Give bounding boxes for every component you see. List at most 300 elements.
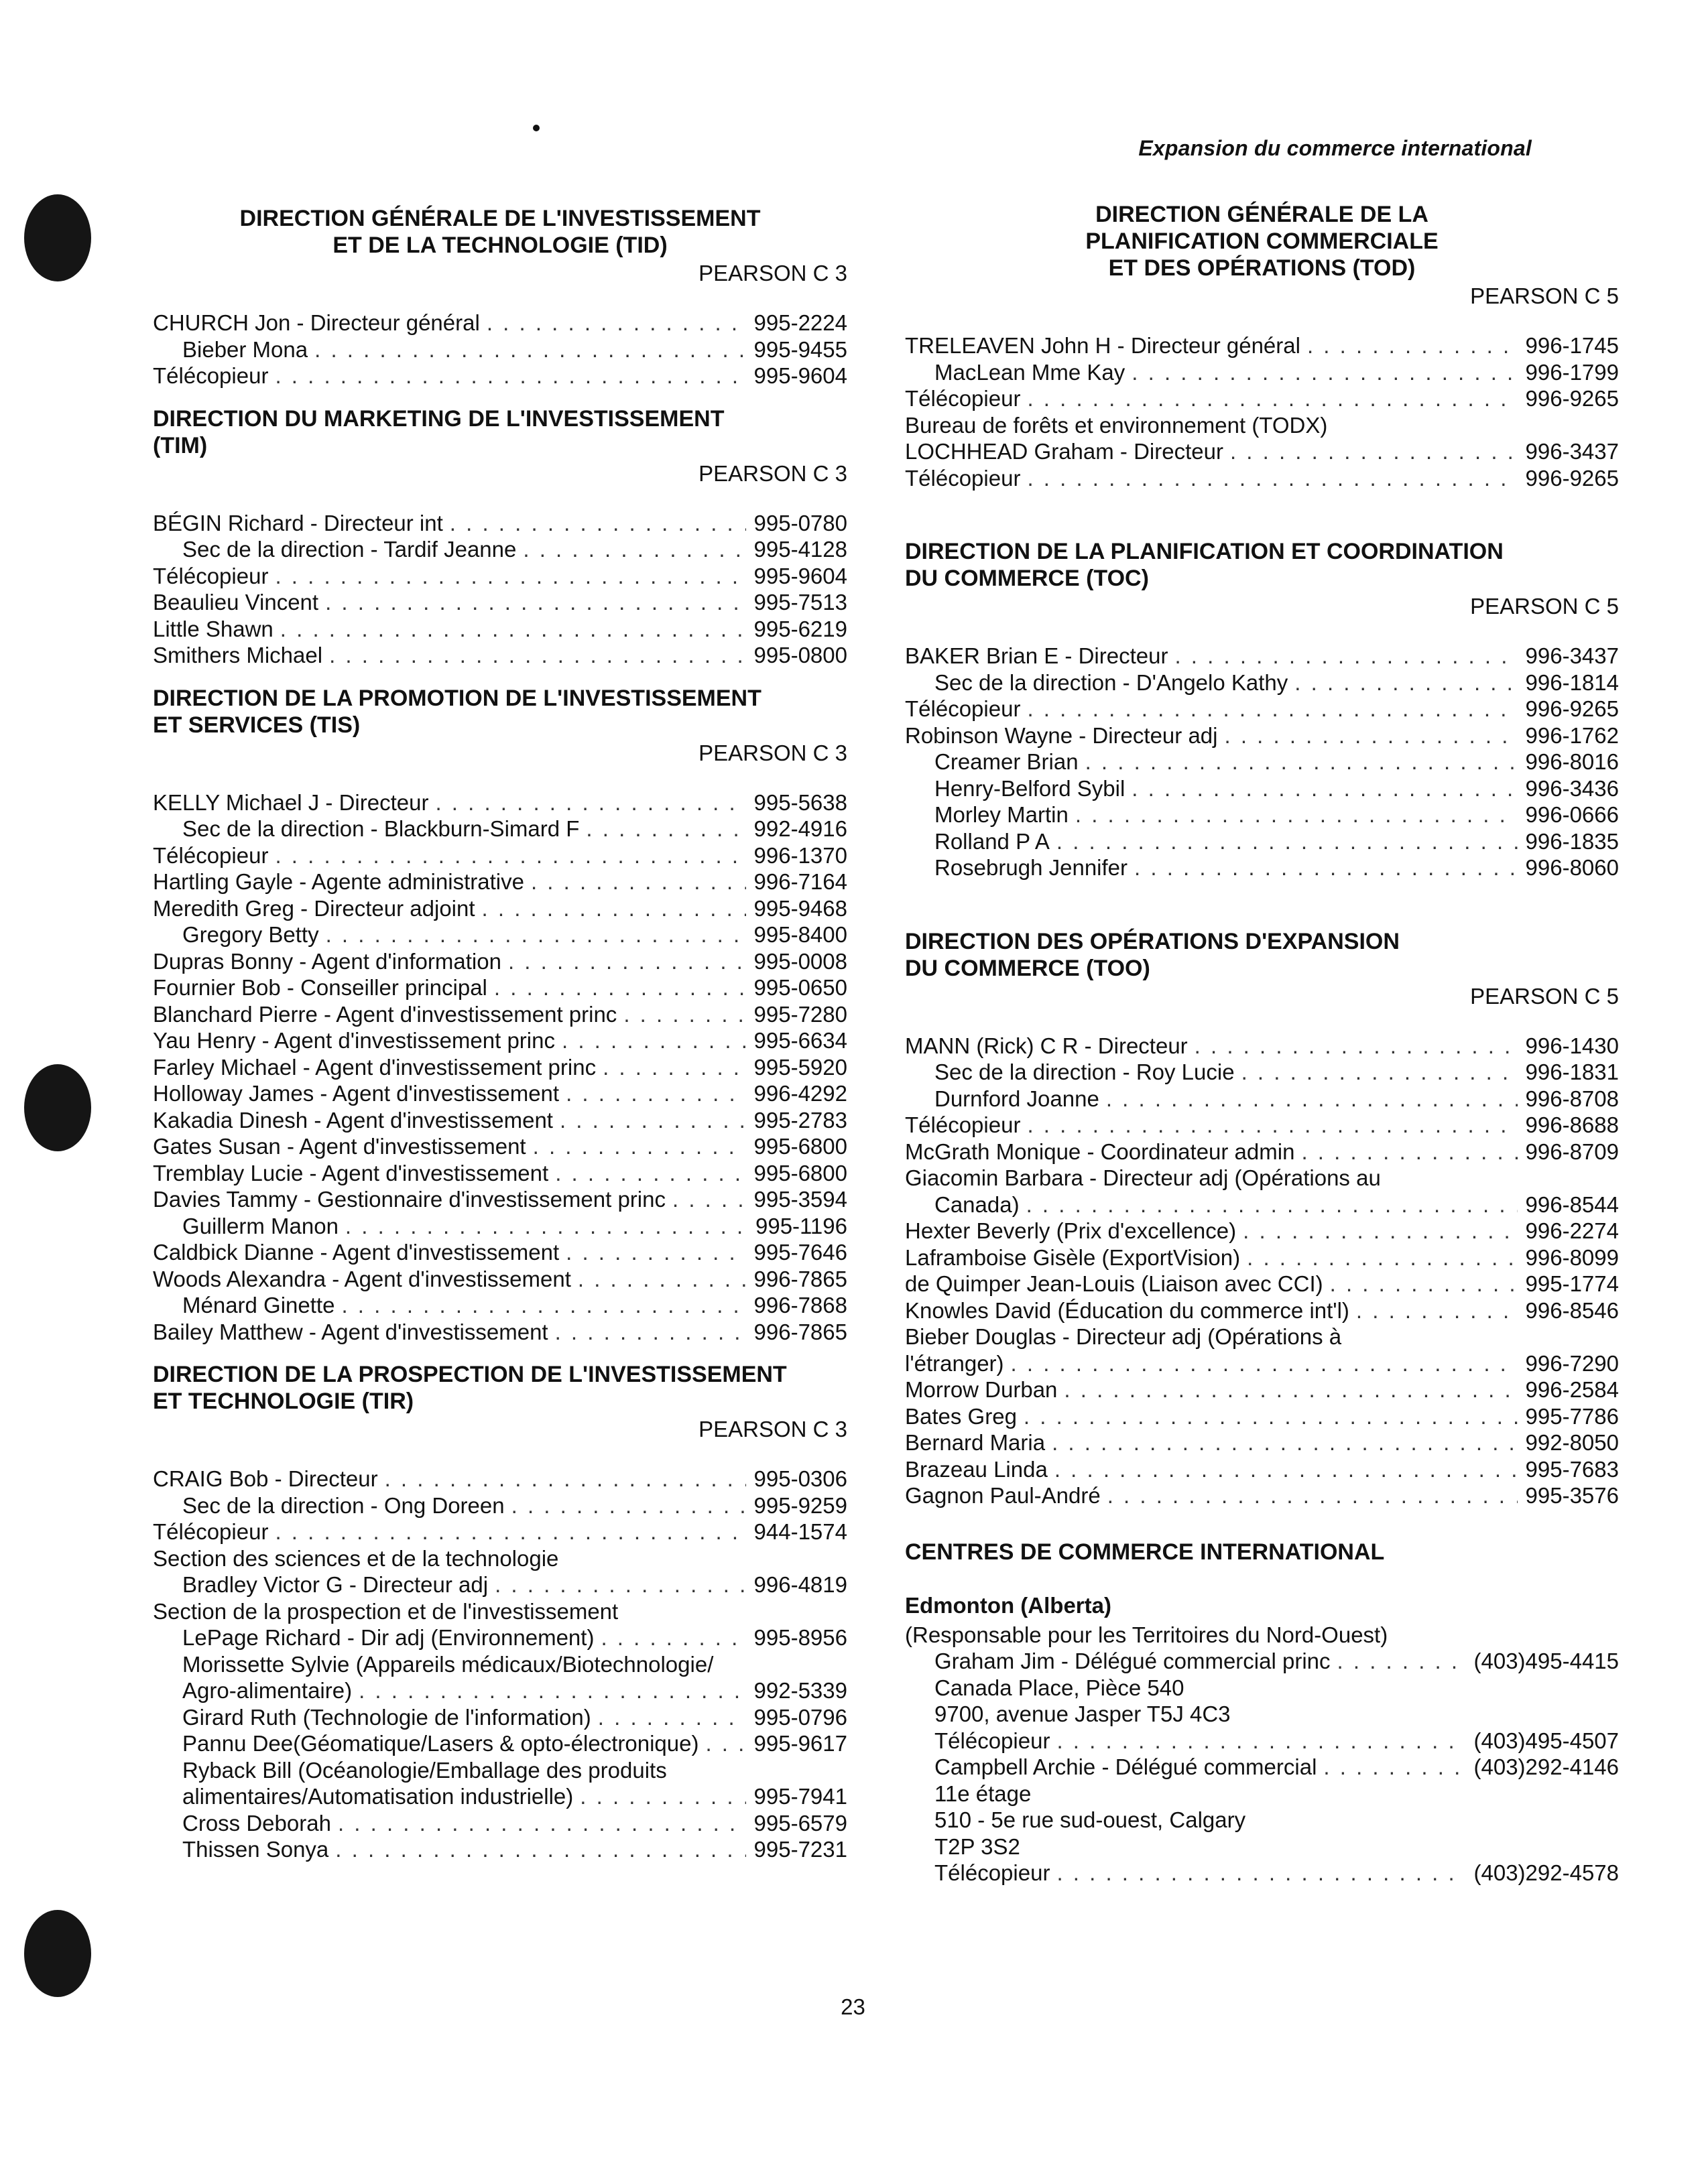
directory-entry [153, 895, 847, 922]
entry-list [153, 1466, 847, 1863]
dot-leader [1224, 722, 1517, 749]
directory-entry [153, 1160, 847, 1187]
entry-phone: 995-7683 [1525, 1456, 1619, 1482]
directory-entry [905, 1834, 1619, 1860]
directory-entry [905, 465, 1619, 492]
entry-name: Woods Alexandra - Agent d'investissement [153, 1266, 571, 1291]
entry-phone: 995-9604 [753, 363, 847, 388]
directory-entry [153, 563, 847, 590]
directory-entry [153, 1080, 847, 1107]
entry-phone: 995-7513 [753, 590, 847, 615]
directory-entry [905, 643, 1619, 669]
entry-name: Tremblay Lucie - Agent d'investissement [153, 1160, 549, 1185]
directory-entry [153, 1054, 847, 1081]
entry-name: Canada Place, Pièce 540 [934, 1675, 1184, 1700]
directory-entry [153, 310, 847, 336]
dot-leader [280, 616, 746, 643]
directory-entry [153, 1492, 847, 1519]
directory-entry [905, 1139, 1619, 1165]
directory-entry [153, 1545, 847, 1572]
entry-phone: 995-9455 [753, 336, 847, 362]
entry-phone: 996-0666 [1525, 802, 1619, 827]
directory-entry [153, 816, 847, 842]
section-title: DIRECTION DE LA PROMOTION DE L'INVESTISSEMENT ET SERVICES (TIS) [153, 685, 761, 738]
page-number: 23 [841, 1994, 865, 2019]
entry-list [153, 789, 847, 1346]
dot-leader [533, 1133, 746, 1160]
entry-phone: 995-8400 [753, 922, 847, 947]
directory-entry [905, 722, 1619, 749]
entry-name: Hexter Beverly (Prix d'excellence) [905, 1218, 1237, 1243]
entry-phone: 996-2584 [1525, 1377, 1619, 1402]
entry-name: Bradley Victor G - Directeur adj [182, 1572, 489, 1597]
binder-hole-bottom [24, 1910, 91, 1997]
dot-leader [325, 589, 745, 616]
entry-phone: 996-1430 [1525, 1033, 1619, 1058]
section-title: DIRECTION DE LA PROSPECTION DE L'INVESTISSEMENT ET TECHNOLOGIE (TIR) [153, 1362, 787, 1414]
directorate-section [153, 685, 847, 1346]
entry-phone: 995-9617 [753, 1731, 847, 1756]
directory-entry [905, 1701, 1619, 1728]
directory-entry [905, 1781, 1619, 1807]
directory-entry [153, 616, 847, 643]
entry-name: LOCHHEAD Graham - Directeur [905, 439, 1223, 464]
directory-entry [153, 921, 847, 948]
dot-leader [345, 1213, 747, 1240]
trade-centres-section [905, 1539, 1619, 1886]
directory-entry [153, 1266, 847, 1293]
dot-leader [555, 1160, 745, 1187]
entry-name: Henry-Belford Sybil [934, 775, 1125, 801]
speck-mark [533, 125, 540, 131]
dot-leader [1106, 1086, 1518, 1112]
directory-entry [153, 974, 847, 1001]
entry-name: Télécopieur [905, 386, 1021, 411]
entry-phone: 996-1831 [1525, 1059, 1619, 1084]
entry-name: Morrow Durban [905, 1377, 1058, 1402]
directory-entry [153, 1213, 847, 1240]
entry-name: T2P 3S2 [934, 1834, 1020, 1859]
entry-name: Télécopieur [905, 1112, 1021, 1137]
section-title: DIRECTION DE LA PLANIFICATION ET COORDINATION DU COMMERCE (TOC) [905, 539, 1504, 591]
building-location: PEARSON C 5 [1470, 983, 1619, 1009]
dot-leader [566, 1080, 745, 1107]
section-title: DIRECTION DU MARKETING DE L'INVESTISSEMENT (TIM) [153, 405, 725, 458]
directory-entry [153, 536, 847, 563]
dot-leader [1356, 1297, 1518, 1324]
entry-phone: 996-8709 [1525, 1139, 1619, 1164]
directorate-section [905, 928, 1619, 1509]
directory-entry [905, 696, 1619, 722]
directory-entry [153, 363, 847, 389]
entry-name: Thissen Sonya [182, 1837, 329, 1862]
entry-phone: 995-7231 [753, 1837, 847, 1862]
entry-name: Gregory Betty [182, 922, 319, 947]
dot-leader [1323, 1754, 1465, 1781]
dot-leader [435, 789, 745, 816]
dot-leader [1085, 749, 1518, 775]
entry-list [153, 310, 847, 389]
dot-leader [275, 842, 745, 869]
entry-phone: 995-2783 [753, 1107, 847, 1133]
entry-name: Morissette Sylvie (Appareils médicaux/Biotechnologie/ [182, 1651, 714, 1677]
entry-phone: 996-8708 [1525, 1086, 1619, 1111]
dot-leader [562, 1027, 746, 1054]
entry-phone: 996-8060 [1525, 855, 1619, 880]
dot-leader [1337, 1648, 1466, 1675]
directorate-section [153, 405, 847, 669]
dot-leader [523, 536, 745, 563]
dot-leader [1134, 854, 1518, 881]
entry-phone: 995-0650 [753, 975, 847, 1000]
entry-name: Caldbick Dianne - Agent d'investissement [153, 1240, 560, 1265]
entry-list [153, 510, 847, 669]
entry-name: de Quimper Jean-Louis (Liaison avec CCI) [905, 1271, 1323, 1296]
entry-list [905, 1622, 1619, 1886]
entry-name: Girard Ruth (Technologie de l'information) [182, 1704, 591, 1730]
directory-entry [153, 1783, 847, 1810]
entry-name: Bailey Matthew - Agent d'investissement [153, 1319, 548, 1344]
entry-name: Campbell Archie - Délégué commercial [934, 1754, 1317, 1779]
right-column [905, 201, 1619, 1886]
directory-entry [153, 948, 847, 975]
entry-phone: 996-7868 [753, 1293, 847, 1318]
dot-leader [603, 1054, 745, 1081]
dot-leader [359, 1677, 745, 1704]
entry-name: Sec de la direction - Ong Doreen [182, 1492, 505, 1518]
directory-entry [905, 385, 1619, 412]
entry-name: Rolland P A [934, 828, 1050, 854]
entry-name: 9700, avenue Jasper T5J 4C3 [934, 1701, 1231, 1726]
directory-entry [153, 1571, 847, 1598]
entry-name: Ryback Bill (Océanologie/Emballage des produits [182, 1757, 667, 1783]
entry-name: Bernard Maria [905, 1430, 1046, 1455]
entry-name: Davies Tammy - Gestionnaire d'investissement princ [153, 1187, 666, 1212]
dot-leader [601, 1624, 745, 1651]
directory-entry [153, 1107, 847, 1134]
entry-name: Section des sciences et de la technologie [153, 1545, 559, 1571]
directory-entry [153, 642, 847, 669]
entry-name: Section de la prospection et de l'investissement [153, 1598, 619, 1624]
directory-entry [153, 869, 847, 895]
directory-entry [905, 828, 1619, 855]
dot-leader [560, 1107, 746, 1134]
dot-leader [1247, 1244, 1517, 1271]
entry-name: Kakadia Dinesh - Agent d'investissement [153, 1107, 553, 1133]
entry-phone: 996-2274 [1525, 1218, 1619, 1243]
dot-leader [555, 1319, 746, 1346]
running-header: Expansion du commerce international [1138, 136, 1532, 160]
entry-name: CHURCH Jon - Directeur général [153, 310, 480, 335]
binder-hole-middle [24, 1064, 91, 1151]
entry-phone: 995-9468 [753, 895, 847, 921]
building-location: PEARSON C 3 [698, 261, 847, 285]
entry-name: TRELEAVEN John H - Directeur général [905, 333, 1300, 358]
directory-entry [905, 1622, 1619, 1649]
entry-name: Ménard Ginette [182, 1293, 335, 1318]
entry-name: Robinson Wayne - Directeur adj [905, 722, 1218, 748]
entry-name: l'étranger) [905, 1350, 1004, 1376]
directory-entry [905, 1271, 1619, 1297]
centre-city: Edmonton (Alberta) [905, 1592, 1111, 1618]
directory-entry [905, 1112, 1619, 1139]
entry-name: Yau Henry - Agent d'investissement princ [153, 1028, 555, 1053]
section-title: DIRECTION GÉNÉRALE DE LA PLANIFICATION COMMERCIALE ET DES OPÉRATIONS (TOD) [1085, 202, 1439, 281]
entry-name: MANN (Rick) C R - Directeur [905, 1033, 1188, 1058]
dot-leader [1107, 1482, 1518, 1509]
directory-entry [153, 1133, 847, 1160]
entry-phone: 995-1774 [1525, 1271, 1619, 1296]
dot-leader [586, 816, 745, 842]
entry-phone: (403)495-4507 [1473, 1728, 1619, 1753]
entry-name: Guillerm Manon [182, 1213, 339, 1238]
directory-entry [905, 1482, 1619, 1509]
entry-phone: 995-1196 [755, 1213, 847, 1238]
entry-name: CRAIG Bob - Directeur [153, 1466, 378, 1491]
entry-phone: 995-0796 [753, 1704, 847, 1730]
directory-entry [153, 1651, 847, 1678]
dot-leader [1024, 1403, 1518, 1430]
section-title: DIRECTION DES OPÉRATIONS D'EXPANSION DU COMMERCE (TOO) [905, 928, 1400, 981]
directory-entry [153, 1730, 847, 1757]
entry-name: Bieber Douglas - Directeur adj (Opérations à [905, 1324, 1342, 1349]
entry-name: Cross Deborah [182, 1810, 331, 1836]
entry-phone: 995-3594 [753, 1187, 847, 1212]
entry-name: Rosebrugh Jennifer [934, 855, 1128, 880]
entry-phone: 996-1370 [753, 842, 847, 868]
directory-entry [905, 1165, 1619, 1192]
entry-name: Sec de la direction - Roy Lucie [934, 1059, 1235, 1084]
directory-entry [905, 749, 1619, 775]
dot-leader [511, 1492, 746, 1519]
entry-phone: 995-6800 [753, 1134, 847, 1159]
entry-phone: 996-1814 [1525, 669, 1619, 695]
dot-leader [672, 1186, 746, 1213]
dot-leader [508, 948, 746, 975]
directory-entry [905, 854, 1619, 881]
entry-name: Giacomin Barbara - Directeur adj (Opérations au [905, 1165, 1381, 1190]
dot-leader [1064, 1376, 1517, 1403]
directory-entry [905, 1860, 1619, 1886]
directorate-section [153, 1361, 847, 1863]
entry-phone: (403)495-4415 [1473, 1649, 1619, 1673]
directory-entry [153, 1704, 847, 1731]
dot-leader [326, 921, 746, 948]
entry-name: LePage Richard - Dir adj (Environnement) [182, 1625, 595, 1650]
directory-entry [905, 1429, 1619, 1456]
entry-list [905, 332, 1619, 491]
entry-name: Télécopieur [934, 1860, 1050, 1885]
entry-name: MacLean Mme Kay [934, 359, 1125, 385]
entry-name: (Responsable pour les Territoires du Nord-Ouest) [905, 1622, 1388, 1647]
directory-entry [153, 1001, 847, 1028]
binder-hole-top [24, 194, 91, 281]
directory-entry [153, 1757, 847, 1784]
building-location: PEARSON C 3 [698, 1417, 847, 1441]
directory-entry [153, 842, 847, 869]
entry-phone: 992-8050 [1525, 1430, 1619, 1455]
entry-name: Knowles David (Éducation du commerce int'l) [905, 1297, 1349, 1323]
entry-phone: 996-3436 [1525, 775, 1619, 801]
entry-name: Farley Michael - Agent d'investissement princ [153, 1054, 597, 1080]
entry-name: Holloway James - Agent d'investissement [153, 1081, 560, 1106]
directory-entry [153, 1598, 847, 1625]
entry-name: BÉGIN Richard - Directeur int [153, 510, 443, 535]
dot-leader [314, 336, 745, 363]
entry-name: Brazeau Linda [905, 1456, 1048, 1482]
entry-name: Creamer Brian [934, 749, 1079, 774]
entry-phone: 995-6634 [753, 1028, 847, 1053]
section-title: DIRECTION GÉNÉRALE DE L'INVESTISSEMENT ET DE LA TECHNOLOGIE (TID) [239, 206, 761, 258]
entry-name: Télécopieur [905, 465, 1021, 491]
entry-phone: 996-9265 [1525, 386, 1619, 411]
dot-leader [385, 1466, 746, 1492]
entry-phone: 995-2224 [753, 310, 847, 335]
dot-leader [1230, 438, 1518, 465]
directory-entry [153, 1810, 847, 1837]
entry-name: Télécopieur [153, 1519, 269, 1544]
entry-phone: 995-0306 [753, 1466, 847, 1491]
dot-leader [1052, 1429, 1517, 1456]
building-location: PEARSON C 3 [698, 460, 847, 486]
entry-phone: 995-7646 [753, 1240, 847, 1265]
entry-name: 510 - 5e rue sud-ouest, Calgary [934, 1807, 1246, 1832]
entry-name: Bates Greg [905, 1403, 1017, 1429]
directory-entry [905, 1350, 1619, 1377]
dot-leader [1330, 1271, 1518, 1297]
dot-leader [275, 1519, 745, 1545]
directory-entry [153, 1239, 847, 1266]
directory-entry [905, 1675, 1619, 1701]
entry-name: Gagnon Paul-André [905, 1483, 1101, 1508]
directory-entry [905, 438, 1619, 465]
dot-leader [1174, 643, 1517, 669]
entry-name: Laframboise Gisèle (ExportVision) [905, 1244, 1241, 1270]
directory-entry [905, 1648, 1619, 1675]
dot-leader [495, 1571, 745, 1598]
entry-list [905, 643, 1619, 881]
directory-entry [905, 1324, 1619, 1350]
directory-entry [905, 669, 1619, 696]
entry-name: Fournier Bob - Conseiller principal [153, 975, 487, 1000]
directory-entry [905, 1218, 1619, 1244]
dot-leader [531, 869, 746, 895]
directory-entry [153, 336, 847, 363]
dot-leader [1132, 359, 1517, 386]
building-location: PEARSON C 5 [1470, 594, 1619, 619]
entry-phone: 996-8544 [1525, 1192, 1619, 1217]
dot-leader [494, 974, 746, 1001]
dot-leader [578, 1266, 746, 1293]
directory-entry [905, 775, 1619, 802]
dot-leader [1054, 1456, 1518, 1483]
directorate-section [905, 538, 1619, 881]
entry-name: Dupras Bonny - Agent d'information [153, 948, 501, 974]
dot-leader [1307, 332, 1518, 359]
dot-leader [1056, 1728, 1465, 1754]
entry-name: alimentaires/Automatisation industrielle) [182, 1784, 574, 1809]
dot-leader [623, 1001, 745, 1028]
directory-entry [905, 1297, 1619, 1324]
entry-name: Agro-alimentaire) [182, 1678, 353, 1703]
entry-name: Télécopieur [934, 1728, 1050, 1753]
entry-name: Télécopieur [905, 696, 1021, 721]
directory-entry [905, 1807, 1619, 1834]
dot-leader [566, 1239, 745, 1266]
dot-leader [1027, 385, 1517, 412]
directory-entry [153, 789, 847, 816]
entry-phone: 995-0780 [753, 510, 847, 535]
entry-phone: 996-1745 [1525, 333, 1619, 358]
directory-entry [905, 359, 1619, 386]
dot-leader [482, 895, 746, 922]
entry-name: Pannu Dee(Géomatique/Lasers & opto-électronique) [182, 1731, 699, 1756]
entry-name: Blanchard Pierre - Agent d'investissement princ [153, 1001, 617, 1027]
directory-entry [153, 1466, 847, 1492]
entry-phone: 996-4292 [753, 1081, 847, 1106]
entry-name: Morley Martin [934, 802, 1069, 827]
dot-leader [1027, 1112, 1517, 1139]
left-column [153, 201, 847, 1863]
directory-entry [905, 1244, 1619, 1271]
dot-leader [1195, 1033, 1518, 1059]
dot-leader [341, 1292, 745, 1319]
building-location: PEARSON C 3 [698, 740, 847, 765]
directory-entry [153, 1624, 847, 1651]
entry-name: Bieber Mona [182, 336, 308, 362]
entry-name: Sec de la direction - D'Angelo Kathy [934, 669, 1288, 695]
entry-phone: 995-0008 [753, 948, 847, 974]
entry-phone: 996-7164 [753, 869, 847, 894]
dot-leader [1301, 1139, 1517, 1165]
directory-entry [153, 1836, 847, 1863]
directory-entry [905, 412, 1619, 439]
dot-leader [335, 1836, 745, 1863]
entry-name: 11e étage [934, 1781, 1032, 1806]
directory-entry [905, 1403, 1619, 1430]
dot-leader [450, 510, 746, 537]
entry-name: Canada) [934, 1192, 1020, 1217]
dot-leader [598, 1704, 746, 1731]
entry-name: Durnford Joanne [934, 1086, 1099, 1111]
directory-entry [153, 1186, 847, 1213]
entry-phone: 996-8099 [1525, 1244, 1619, 1270]
dot-leader [1056, 1860, 1465, 1886]
directory-entry [153, 1292, 847, 1319]
entry-phone: 996-3437 [1525, 643, 1619, 668]
entry-name: Meredith Greg - Directeur adjoint [153, 895, 475, 921]
directory-entry [905, 1086, 1619, 1112]
building-location: PEARSON C 5 [1470, 283, 1619, 308]
dot-leader [1011, 1350, 1518, 1377]
entry-name: Beaulieu Vincent [153, 590, 319, 615]
entry-phone: 995-4128 [753, 537, 847, 562]
entry-name: Smithers Michael [153, 643, 323, 667]
entry-phone: 996-3437 [1525, 439, 1619, 464]
directory-entry [905, 1192, 1619, 1218]
entry-phone: 996-8688 [1525, 1112, 1619, 1137]
dot-leader [1056, 828, 1518, 855]
entry-name: BAKER Brian E - Directeur [905, 643, 1168, 668]
dot-leader [1241, 1059, 1518, 1086]
dot-leader [1243, 1218, 1517, 1244]
entry-phone: 995-5638 [753, 789, 847, 815]
entry-phone: 996-7865 [753, 1266, 847, 1291]
entry-name: Gates Susan - Agent d'investissement [153, 1134, 526, 1159]
dot-leader [1294, 669, 1517, 696]
entry-name: Sec de la direction - Tardif Jeanne [182, 537, 517, 562]
entry-name: Graham Jim - Délégué commercial princ [934, 1649, 1331, 1673]
